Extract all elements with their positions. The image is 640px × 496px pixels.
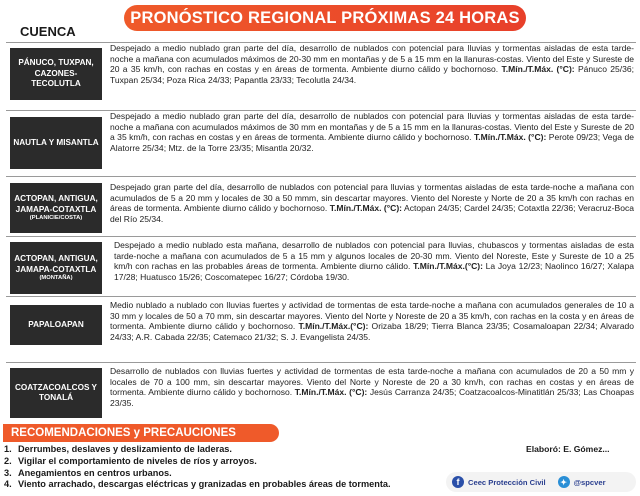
divider: [6, 236, 636, 237]
forecast-text: Medio nublado a nublado con lluvias fuertes y actividad de tormentas de esta tarde-noche a mañana con acumulados generales de 10 a 30 mm y locales de 50 a 70 mm, sin descartar mayores. Viento del Norte y Noreste de 20 a 35 km/h, con rachas en la costa y en áreas de tormenta. Ambiente diurno cálido y bochornoso.: [110, 300, 634, 332]
zone-name: ACTOPAN, ANTIGUA, JAMAPA-COTAXTLA: [14, 254, 98, 274]
zone-name: ACTOPAN, ANTIGUA, JAMAPA-COTAXTLA: [14, 194, 98, 214]
temps: Actopan 24/35; Cardel 24/35; Cotaxtla 22/36; Veracruz-Boca del Río 25/34.: [110, 203, 635, 224]
facebook-handle[interactable]: Ceec Protección Civil: [468, 477, 546, 487]
zone-forecast-nautla: [110, 111, 634, 153]
item-text: Derrumbes, deslaves y deslizamiento de laderas.: [18, 444, 232, 454]
forecast-title-banner: PRONÓSTICO REGIONAL PRÓXIMAS 24 HORAS: [124, 5, 526, 31]
forecast-text: Despejado gran parte del día, desarrollo de nublados con potencial para lluvias y tormentas aisladas de esta tarde-noche a mañana con acumulados de 5 a 20 mm y locales de 30 a 50 mmm, sin descartar mayores. Viento del Noreste y Norte de 20 a 35 km/h con rachas en áreas de tormenta. Ambiente diurno cálido y bochornoso.: [110, 182, 634, 214]
temp-label: T.Mín./T.Máx. (°C):: [329, 203, 403, 214]
temps: Orizaba 18/29; Tierra Blanca 23/35; Cosamaloapan 22/34; Alvarado 24/33; A.R. Cabada 22/35; Catemaco 21/32; S. J. Evangelista 24/35.: [110, 321, 634, 342]
forecast-text: Desarrollo de nublados con lluvias fuertes y actividad de tormentas de esta tarde-noche a mañana con acumulados de 20 a 50 mm y locales de 70 a 100 mm, sin descartar mayores. Viento del Norte y Noreste de 20 a 30 km/h, con rachas en costas y en áreas de tormenta. Ambiente diurno cálido y bochornoso.: [110, 366, 634, 398]
zone-forecast-actopan-costa: [110, 182, 634, 224]
item-text: Anegamientos en centros urbanos.: [18, 467, 172, 478]
facebook-icon[interactable]: f: [452, 476, 464, 488]
zone-label-nautla: [10, 117, 102, 169]
divider: [6, 296, 636, 297]
temps: Jesús Carranza 24/35; Coatzacoalcos-Minatitlán 25/33; Las Choapas 23/35.: [110, 387, 634, 408]
list-item: [4, 456, 474, 468]
temps: La Joya 12/23; Naolinco 16/27; Xalapa 17/28; Huatusco 15/26; Coscomatepec 16/27; Córdoba 19/30.: [114, 261, 634, 282]
zone-label-panuco: [10, 48, 102, 100]
temps: Pánuco 25/36; Tuxpan 25/34; Poza Rica 24/33; Papantla 23/33; Tecolutla 24/34.: [110, 64, 635, 85]
zone-forecast-actopan-montana: [114, 240, 634, 282]
zone-name: PÁNUCO, TUXPAN, CAZONES-TECOLUTLA: [18, 58, 94, 89]
forecast-text: Despejado a medio nublado esta mañana, desarrollo de nublados con potencial para lluvias, chubascos y tormentas aisladas de esta tarde-noche a mañana con acumulados de 5 a 15 mm y algunos locales de 20-30 mm. Viento del Noreste, Este y Sureste de 10 a 25 km/h con rachas en las probables áreas de tormenta. Ambiente diurno cálido.: [114, 240, 634, 272]
item-number: 3.: [4, 467, 12, 478]
temp-label: T.Mín./T.Máx. (°C):: [473, 132, 547, 143]
zone-label-actopan-montana: [10, 242, 102, 294]
temp-label: T.Mín./T.Máx. (°C):: [294, 387, 368, 398]
zone-name: COATZACOALCOS Y TONALÁ: [14, 382, 98, 402]
temp-label: T.Mín./T.Máx.(°C):: [413, 261, 483, 272]
zone-subname: (MONTAÑA): [39, 275, 73, 281]
temp-label: T.Mín./T.Máx. (°C):: [501, 64, 575, 75]
temp-label: T.Mín./T.Máx.(°C):: [298, 321, 369, 332]
item-number: 2.: [4, 455, 12, 466]
item-text: Vigilar el comportamiento de niveles de ríos y arroyos.: [18, 455, 257, 466]
twitter-handle[interactable]: @spcver: [573, 477, 606, 487]
twitter-icon[interactable]: ✦: [558, 476, 570, 488]
list-item: [4, 468, 474, 480]
list-item: [4, 444, 474, 456]
region-label: CUENCA: [20, 24, 76, 39]
forecast-text: Despejado a medio nublado gran parte del día, desarrollo de nublados con potencial para lluvias y tormentas aisladas de esta tarde-noche a mañana con acumulados máximos de 30 mm en montañas y de 5 a 15 mm en la llanuras-costas. Viento del Este y Sureste de 20 a 35 km/h, con rachas en costas y en áreas de tormenta. Ambiente diurno cálido y bochornoso.: [110, 111, 634, 143]
recommendations-banner: RECOMENDACIONES y PRECAUCIONES: [3, 424, 279, 442]
item-text: Viento arrachado, descargas eléctricas y granizadas en probables áreas de tormenta.: [18, 479, 391, 490]
forecast-text: Despejado a medio nublado gran parte del día, desarrollo de nublados con potencial para lluvias y tormentas aisladas de esta tarde-noche a mañana con acumulados máximos de 20-30 mm en montañas y de 5 a 15 mm en la llanuras-costas. Viento del Este y Sureste de 20 a 35 km/h, con rachas en costas y en áreas de tormenta. Ambiente diurno cálido y bochornoso.: [110, 43, 634, 75]
list-item: [4, 479, 474, 491]
item-number: 1.: [4, 444, 12, 454]
zone-label-papaloapan: [10, 305, 102, 345]
item-number: 4.: [4, 479, 12, 490]
zone-label-actopan-costa: [10, 183, 102, 233]
zone-forecast-coatzacoalcos: [110, 366, 634, 408]
zone-name: PAPALOAPAN: [28, 319, 84, 329]
author-credit: Elaboró: E. Gómez...: [526, 444, 610, 454]
zone-subname: (PLANICIE/COSTA): [29, 215, 83, 221]
social-footer: [446, 472, 636, 492]
divider: [6, 176, 636, 177]
zone-label-coatzacoalcos: [10, 368, 102, 418]
divider: [6, 362, 636, 363]
zone-forecast-papaloapan: [110, 300, 634, 342]
temps: Perote 09/23; Vega de Alatorre 25/34; Mtz. de la Torre 23/35; Misantla 20/32.: [110, 132, 634, 153]
recommendations-list: [4, 444, 474, 491]
zone-forecast-panuco: [110, 43, 634, 85]
zone-name: NAUTLA Y MISANTLA: [13, 137, 99, 147]
